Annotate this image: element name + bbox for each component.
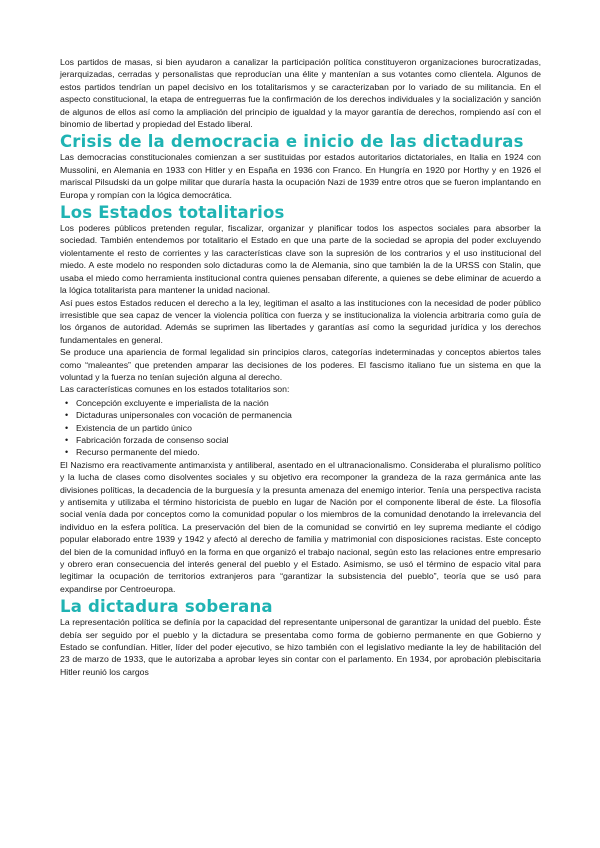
totalitarios-paragraph-2: Así pues estos Estados reducen el derecho a la ley, legitiman el asalto a las instituciones con la necesidad de poder público irresistible que sea capaz de vencer la violencia política con fuerza y se institucionaliza la violencia arbitraria como guía de los órganos de autoridad. Además se suprimen las libertades y garantías así como la seguridad jurídica y los derechos fundamentales en general. bbox=[60, 297, 541, 345]
list-item: • Recurso permanente del miedo. bbox=[76, 446, 541, 458]
list-item: • Dictaduras unipersonales con vocación de permanencia bbox=[76, 409, 541, 421]
dictadura-soberana-paragraph: La representación política se definía por la capacidad del representante unipersonal de garantizar la unidad del pueblo. Éste debía ser seguido por el pueblo y la dictadura se presentaba como forma de gobierno permanente en que Gobierno y Estado se confundían. Hitler, líder del poder ejecutivo, se hizo también con el legislativo mediante la ley de habilitación del 23 de marzo de 1933, que le autorizaba a aprobar leyes sin contar con el parlamento. En 1934, por aprobación plebiscitaria Hitler reunió los cargos bbox=[60, 617, 541, 677]
characteristics-list bbox=[60, 397, 541, 459]
section-heading-estados-totalitarios: Los Estados totalitarios bbox=[60, 203, 285, 223]
list-item: • Fabricación forzada de consenso social bbox=[76, 434, 541, 446]
list-item: • Existencia de un partido único bbox=[76, 422, 541, 434]
totalitarios-paragraph-3: Se produce una apariencia de formal legalidad sin principios claros, categorías indeterminadas y conceptos abiertos tales como “maleantes” que pretenden amparar las decisiones de los poderes. El fascismo italiano fue un sistema en que la voluntad y la fuerza no tenían sujeción alguna al derecho. bbox=[60, 347, 541, 382]
totalitarios-list-intro: Las características comunes en los estados totalitarios son: bbox=[60, 384, 290, 395]
crisis-paragraph: Las democracias constitucionales comienzan a ser sustituidas por estados autoritarios dictatoriales, en Italia en 1924 con Mussolini, en Alemania en 1933 con Hitler y en España en 1936 con Franco. En Hungría en 1920 por Horthy y en 1926 el mariscal Pilsudski da un golpe militar que duraría hasta la ocupación Nazi de 1939 entre otros que se fueron implantando en Europa y rompían con la lógica democrática. bbox=[60, 152, 541, 200]
section-heading-dictadura-soberana: La dictadura soberana bbox=[60, 597, 273, 617]
intro-paragraph: Los partidos de masas, si bien ayudaron a canalizar la participación política constituyeron organizaciones burocratizadas, jerarquizadas, cerradas y personalistas que reproducían una élite y mantenían a sus votantes como clientela. Algunos de estos partidos tendrían un papel decisivo en los totalitarismos y se caracterizaban por lo variado de su militancia. En el aspecto constitucional, la etapa de entreguerras fue la confirmación de los derechos individuales y la socialización y sanción de algunos de ellos así como la ampliación del principio de igualdad y la mayor garantía de derechos, rompiendo así con el binomio de libertad y propiedad del Estado liberal. bbox=[60, 57, 541, 130]
nazismo-paragraph: El Nazismo era reactivamente antimarxista y antiliberal, asentado en el ultranacionalismo. Consideraba el pluralismo político y la lucha de clases como disolventes sociales y su objetivo era recomponer la grandeza de la raza germánica ante las divisiones políticas, la decadencia de la burguesía y la presunta amenaza del enemigo interior. Tenía una perspectiva racista y antisemita y utilizaba el término historicista de pueblo en lugar de Nación por el componente liberal de éste. La filosofía social venía dada por conceptos como la comunidad popular o los miembros de la comunidad denotando la irrelevancia del individuo en la esfera política. La preservación del bien de la comunidad se convirtió en ley suprema mediante el código popular elaborado entre 1939 y 1942 y afectó al derecho de familia y matrimonial con disposiciones racistas. Este concepto del bien de la comunidad influyó en la forma en que organizó el trabajo nacional, según esto las relaciones entre empresario y obrero eran consecuencia del interés general del pueblo y el Estado. Asimismo, se usó el término de espacio vital para legitimar la ocupación de territorios extranjeros para “garantizar la subsistencia del pueblo”, teoría que se usó para expandirse por Centroeuropa. bbox=[60, 459, 541, 594]
list-item: • Concepción excluyente e imperialista de la nación bbox=[76, 397, 541, 409]
totalitarios-paragraph-1: Los poderes públicos pretenden regular, fiscalizar, organizar y planificar todos los aspectos sociales para absorber la sociedad. También entendemos por totalitario el Estado en que una parte de la sociedad se apropia del poder excluyendo violentamente el resto de corrientes y las características clave son la supresión de los contrarios y el uso institucional del miedo. A este modelo no responden solo dictaduras como la de Alemania, sino que también la de la URSS con Stalin, que usaba el miedo como herramienta institucional contra quienes pensaban diferente, a quienes se debe eliminar de acuerdo a la lógica totalitarista para mantener la unidad nacional. bbox=[60, 223, 541, 296]
section-heading-crisis-democracia: Crisis de la democracia e inicio de las dictaduras bbox=[60, 132, 524, 152]
